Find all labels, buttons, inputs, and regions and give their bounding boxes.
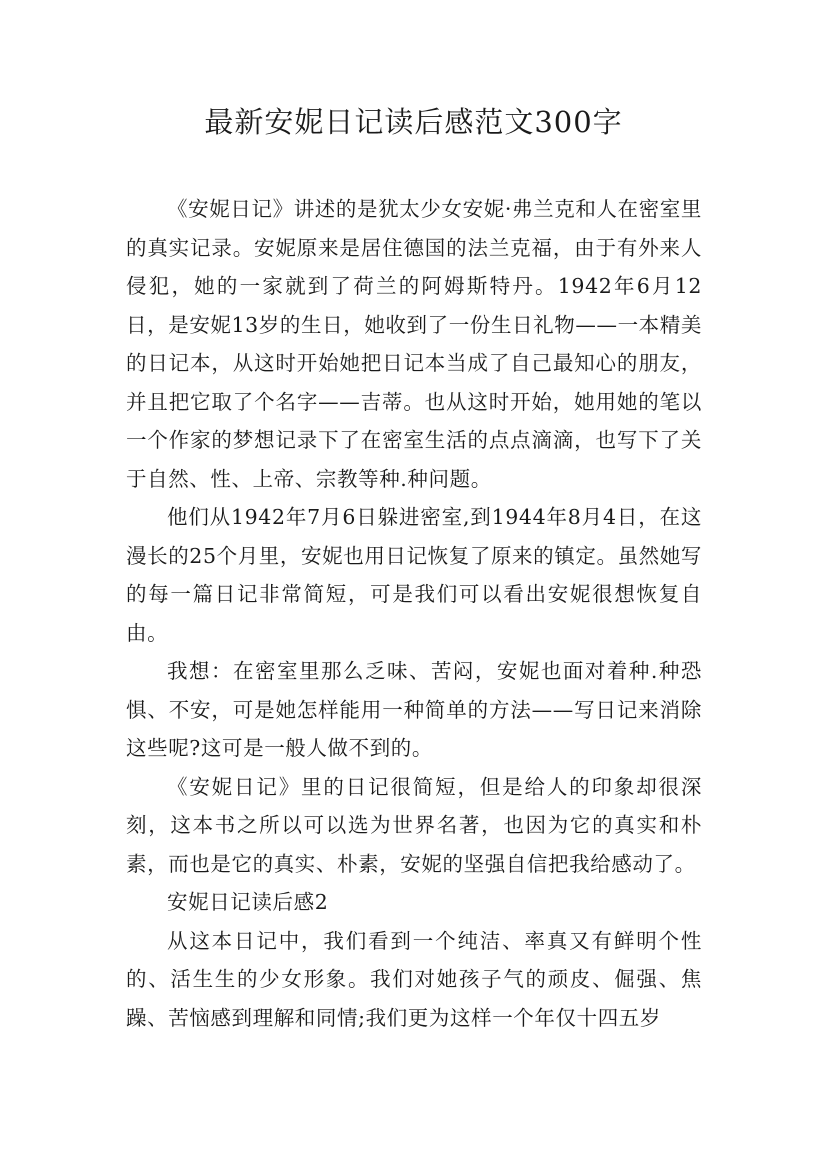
paragraph: 我想：在密室里那么乏味、苦闷，安妮也面对着种.种恐惧、不安，可是她怎样能用一种简单的方法——写日记来消除这些呢?这可是一般人做不到的。	[126, 659, 702, 760]
document-title: 最新安妮日记读后感范文300字	[204, 105, 623, 139]
document-body	[126, 190, 702, 1037]
section-heading: 安妮日记读后感2	[167, 890, 329, 914]
paragraph: 他们从1942年7月6日躲进密室,到1944年8月4日，在这漫长的25个月里，安妮也用日记恢复了原来的镇定。虽然她写的每一篇日记非常简短，可是我们可以看出安妮很想恢复自由。	[126, 505, 702, 645]
paragraph: 《安妮日记》里的日记很简短，但是给人的印象却很深刻，这本书之所以可以选为世界名著，也因为它的真实和朴素，而也是它的真实、朴素，安妮的坚强自信把我给感动了。	[126, 774, 702, 876]
paragraph: 《安妮日记》讲述的是犹太少女安妮·弗兰克和人在密室里的真实记录。安妮原来是居住德国的法兰克福，由于有外来人侵犯，她的一家就到了荷兰的阿姆斯特丹。1942年6月12日，是安妮13岁的生日，她收到了一份生日礼物——一本精美的日记本，从这时开始她把日记本当成了自己最知心的朋友，并且把它取了个名字——吉蒂。也从这时开始，她用她的笔以一个作家的梦想记录下了在密室生活的点点滴滴，也写下了关于自然、性、上帝、宗教等种.种问题。	[126, 197, 702, 491]
paragraph: 从这本日记中，我们看到一个纯洁、率真又有鲜明个性的、活生生的少女形象。我们对她孩子气的顽皮、倔强、焦躁、苦恼感到理解和同情;我们更为这样一个年仅十四五岁	[126, 928, 702, 1030]
